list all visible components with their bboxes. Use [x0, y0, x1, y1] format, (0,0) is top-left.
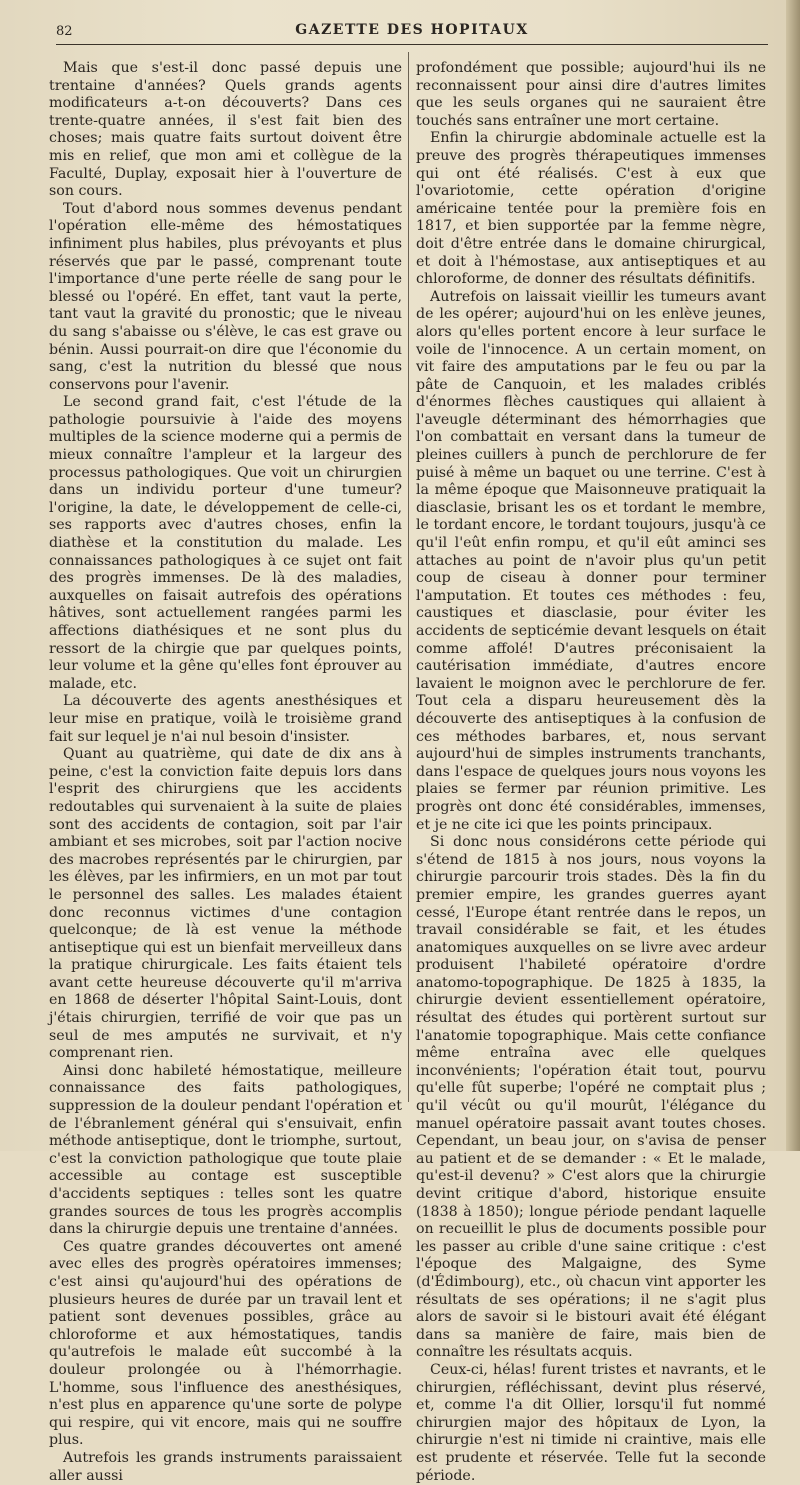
- paragraph: La découverte des agents anesthésiques et leur mise en pratique, voilà le troisième grand fait sur lequel je n'ai nul besoin d'insister.: [49, 693, 402, 745]
- paragraph: Ceux-ci, hélas! furent tristes et navrants, et le chirurgien, réfléchissant, devint plus réservé, et, comme l'a dit Ollier, lorsqu'il fut nommé chirurgien major des hôpitaux de Lyon, la chirurgie n'est ni timide ni craintive, mais elle est prudente et réservée. Telle fut la seconde période.: [416, 1361, 766, 1484]
- paragraph: Autrefois on laissait vieillir les tumeurs avant de les opérer; aujourd'hui on les enlève jeunes, alors qu'elles portent encore à leur surface le voile de l'innocence. A un certain moment, on vit faire des amputations par le feu ou par la pâte de Canquoin, et les malades criblés d'énormes flèches caustiques qui allaient à l'aveugle déterminant des hémorrhagies que l'on combattait en versant dans la tumeur de pleines cuillers à punch de perchlorure de fer puisé à même un baquet ou une terrine. C'est à la même époque que Maisonneuve pratiquait la diasclasie, brisant les os et tordant le membre, le tordant encore, le tordant toujours, jusqu'à ce qu'il l'eût enfin rompu, et qu'il eût aminci ses attaches au point de n'avoir plus qu'un petit coup de ciseau à donner pour terminer l'amputation. Et toutes ces méthodes : feu, caustiques et diasclasie, pour éviter les accidents de septicémie devant lesquels on était comme affolé! D'autres préconisaient la cautérisation immédiate, d'autres encore lavaient le moignon avec le perchlorure de fer. Tout cela a disparu heureusement dès la découverte des antiseptiques à la confusion de ces méthodes barbares, et, nous servant aujourd'hui de simples instruments tranchants, dans l'espace de quelques jours nous voyons les plaies se fermer par réunion primitive. Les progrès ont donc été considérables, immenses, et je ne cite ici que les points principaux.: [416, 288, 766, 833]
- column-divider: [408, 52, 409, 1102]
- paragraph: Enfin la chirurgie abdominale actuelle est la preuve des progrès thérapeutiques immenses qui ont été réalisés. C'est à eux que l'ovariotomie, cette opération d'origine américaine tentée pour la première fois en 1817, et bien supportée par la femme nègre, doit d'être entrée dans le domaine chirurgical, et doit à l'hémostase, aux antiseptiques et au chloroforme, de donner des résultats définitifs.: [416, 130, 766, 288]
- paragraph: Tout d'abord nous sommes devenus pendant l'opération elle-même des hémostatiques infiniment plus habiles, plus prévoyants et plus réservés que par le passé, comprenant toute l'importance d'une perte réelle de sang pour le blessé ou l'opéré. En effet, tant vaut la perte, tant vaut la gravité du pronostic; que le niveau du sang s'abaisse ou s'élève, le cas est grave ou bénin. Aussi pourrait-on dire que l'économie du sang, c'est la nutrition du blessé que nous conservons pour l'avenir.: [49, 200, 402, 393]
- paragraph: Autrefois les grands instruments paraissaient aller aussi: [49, 1449, 402, 1484]
- paragraph: Si donc nous considérons cette période qui s'étend de 1815 à nos jours, nous voyons la chirurgie parcourir trois stades. Dès la fin du premier empire, les grandes guerres ayant cessé, l'Europe étant rentrée dans le repos, un travail considérable se fait, et les études anatomiques auxquelles on se livre avec ardeur produisent l'habileté opératoire d'ordre anatomo-topographique. De 1825 à 1835, la chirurgie devient essentiellement opératoire, résultat des études qui portèrent surtout sur l'anatomie topographique. Mais cette confiance même entraîna avec elle quelques inconvénients; l'opération était tout, pourvu qu'elle fût superbe; l'opéré ne comptait plus ; qu'il vécût ou qu'il mourût, l'élégance du manuel opératoire passait avant toutes choses. Cependant, un beau jour, on s'avisa de penser au patient et de se demander : « Et le malade, qu'est-il devenu? » C'est alors que la chirurgie devint critique d'abord, historique ensuite (1838 à 1850); longue période pendant laquelle on recueillit le plus de documents possible pour les passer au crible d'une saine critique : c'est l'époque des Malgaigne, des Syme (d'Édimbourg), etc., où chacun vint apporter les résultats de ses opérations; il ne s'agit plus alors de savoir si le bistouri avait été élégant dans sa manière de faire, mais bien de connaître les résultats acquis.: [416, 834, 766, 1361]
- paragraph: Quant au quatrième, qui date de dix ans à peine, c'est la conviction faite depuis lors dans l'esprit des chirurgiens que les accidents redoutables qui survenaient à la suite de plaies sont des accidents de contagion, soit par l'air ambiant et ses microbes, soit par l'action nocive des macrobes représentés par le chirurgien, par les élèves, par les infirmiers, en un mot par tout le personnel des salles. Les malades étaient donc reconnus victimes d'une contagion quelconque; de là est venue la méthode antiseptique qui est un bienfait merveilleux dans la pratique chirurgicale. Les faits étaient tels avant cette heureuse découverte qu'il m'arriva en 1868 de déserter l'hôpital Saint-Louis, dont j'étais chirurgien, terrifié de voir que pas un seul de mes amputés ne survivait, et n'y comprenant rien.: [49, 746, 402, 1062]
- paragraph: Mais que s'est-il donc passé depuis une trentaine d'années? Quels grands agents modificateurs a-t-on découverts? Dans ces trente-quatre années, il s'est fait bien des choses; mais quatre faits surtout doivent être mis en relief, que mon ami et collègue de la Faculté, Duplay, exposait hier à l'ouverture de son cours.: [49, 60, 402, 200]
- page-number: 82: [56, 24, 73, 39]
- header-rule: [56, 44, 768, 45]
- paragraph: Ainsi donc habileté hémostatique, meilleure connaissance des faits pathologiques, suppression de la douleur pendant l'opération et de l'ébranlement général qui s'ensuivait, enfin méthode antiseptique, dont le triomphe, surtout, c'est la conviction pathologique que toute plaie accessible au contage est susceptible d'accidents septiques : telles sont les quatre grandes sources de tous les progrès accomplis dans la chirurgie depuis une trentaine d'années.: [49, 1062, 402, 1238]
- paragraph: Le second grand fait, c'est l'étude de la pathologie poursuivie à l'aide des moyens multiples de la science moderne qui a permis de mieux connaître l'ampleur et la largeur des processus pathologiques. Que voit un chirurgien dans un individu porteur d'une tumeur? l'origine, la date, le développement de celle-ci, ses rapports avec d'autres choses, enfin la diathèse et la constitution du malade. Les connaissances pathologiques à ce sujet ont fait des progrès immenses. De là des maladies, auxquelles on faisait autrefois des opérations hâtives, sont actuellement rangées parmi les affections diathésiques et ne sont plus du ressort de la chirgie que par quelques points, leur volume et la gêne qu'elles font éprouver au malade, etc.: [49, 394, 402, 692]
- right-column: [416, 60, 766, 1485]
- page-edge: [786, 0, 800, 1151]
- left-column: [49, 60, 402, 1485]
- paragraph: profondément que possible; aujourd'hui ils ne reconnaissent pour ainsi dire d'autres limites que les seuls organes qui ne sauraient être touchés sans entraîner une mort certaine.: [416, 60, 766, 129]
- page-header: [56, 22, 768, 44]
- journal-title: GAZETTE DES HOPITAUX: [295, 22, 529, 38]
- paragraph: Ces quatre grandes découvertes ont amené avec elles des progrès opératoires immenses; c'est ainsi qu'aujourd'hui des opérations de plusieurs heures de durée par un travail lent et patient sont devenues possibles, grâce au chloroforme et aux hémostatiques, tandis qu'autrefois le malade eût succombé à la douleur prolongée ou à l'hémorrhagie. L'homme, sous l'influence des anesthésiques, n'est plus en apparence qu'une sorte de polype qui respire, qui vit encore, mais qui ne souffre plus.: [49, 1238, 402, 1449]
